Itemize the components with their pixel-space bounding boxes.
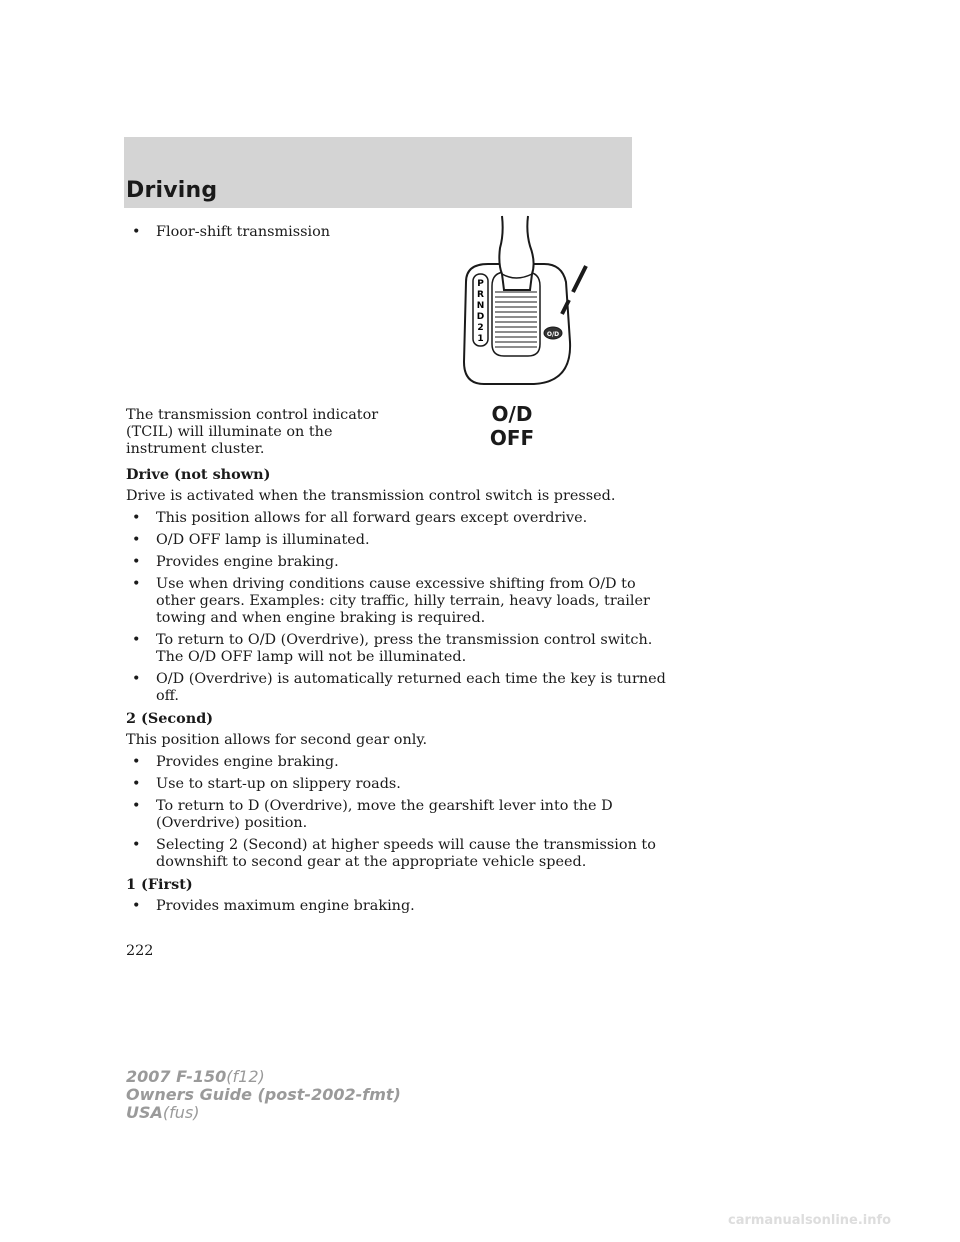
- footer-model-code: (f12): [226, 1067, 265, 1086]
- od-off-indicator: [466, 402, 558, 450]
- bullet-marker: •: [132, 554, 141, 570]
- drive-bullet-cont: The O/D OFF lamp will not be illuminated.: [156, 649, 467, 665]
- section-title: Driving: [126, 178, 218, 203]
- gear-2: 2: [477, 323, 484, 333]
- od-off-line2: OFF: [489, 426, 535, 450]
- watermark: carmanualsonline.info: [728, 1213, 892, 1228]
- gear-1: 1: [477, 334, 484, 344]
- second-bullet-cont: (Overdrive) position.: [156, 815, 308, 831]
- bullet-marker: •: [132, 776, 141, 792]
- tcil-line: The transmission control indicator: [126, 407, 379, 423]
- first-bullet: Provides maximum engine braking.: [156, 898, 415, 914]
- bullet-marker: •: [132, 510, 141, 526]
- bullet-marker: •: [132, 671, 141, 687]
- bullet-marker: •: [132, 754, 141, 770]
- drive-bullet: Use when driving conditions cause excessive shifting from O/D to: [156, 576, 636, 592]
- intro-bullet: Floor-shift transmission: [156, 224, 331, 240]
- drive-bullet-cont: other gears. Examples: city traffic, hilly terrain, heavy loads, trailer: [156, 593, 650, 609]
- tcil-line: instrument cluster.: [126, 441, 265, 457]
- second-bullet: Selecting 2 (Second) at higher speeds will cause the transmission to: [156, 837, 656, 853]
- drive-bullet: To return to O/D (Overdrive), press the transmission control switch.: [156, 632, 653, 648]
- bullet-marker: •: [132, 898, 141, 914]
- page-number: 222: [126, 943, 154, 959]
- gear-r: R: [477, 290, 484, 300]
- drive-bullet-cont: towing and when engine braking is required.: [156, 610, 486, 626]
- gear-p: P: [477, 279, 484, 289]
- bullet-marker: •: [132, 632, 141, 648]
- second-bullet: To return to D (Overdrive), move the gearshift lever into the D: [156, 798, 613, 814]
- bullet-marker: •: [132, 837, 141, 853]
- drive-bullet: This position allows for all forward gears except overdrive.: [156, 510, 588, 526]
- first-heading: 1 (First): [126, 876, 193, 893]
- drive-bullet: O/D (Overdrive) is automatically returned each time the key is turned: [156, 671, 666, 687]
- gear-n: N: [476, 301, 485, 311]
- footer-region-code: (fus): [162, 1103, 200, 1122]
- bullet-marker: •: [132, 532, 141, 548]
- bullet-marker: •: [132, 576, 141, 592]
- footer-model: 2007 F-150: [126, 1067, 227, 1086]
- overdrive-button-label: O/D: [546, 331, 560, 338]
- drive-bullet: Provides engine braking.: [156, 554, 339, 570]
- bullet-marker: •: [132, 224, 141, 240]
- second-heading: 2 (Second): [126, 710, 214, 727]
- second-bullet-cont: downshift to second gear at the appropriate vehicle speed.: [156, 854, 587, 870]
- document-footer: [126, 1068, 401, 1122]
- drive-heading: Drive (not shown): [126, 466, 271, 483]
- second-bullet: Use to start-up on slippery roads.: [156, 776, 401, 792]
- footer-guide: Owners Guide (post-2002-fmt): [126, 1085, 401, 1104]
- gearshift-lever: [499, 216, 533, 290]
- drive-bullet: O/D OFF lamp is illuminated.: [156, 532, 370, 548]
- gear-d: D: [476, 312, 485, 322]
- od-off-line1: O/D: [491, 402, 533, 426]
- second-bullet: Provides engine braking.: [156, 754, 339, 770]
- second-paragraph: This position allows for second gear only.: [126, 732, 428, 748]
- tcil-line: (TCIL) will illuminate on the: [126, 424, 333, 440]
- drive-bullet-cont: off.: [156, 688, 179, 704]
- drive-paragraph: Drive is activated when the transmission control switch is pressed.: [126, 488, 616, 504]
- bullet-marker: •: [132, 798, 141, 814]
- footer-region: USA: [126, 1103, 163, 1122]
